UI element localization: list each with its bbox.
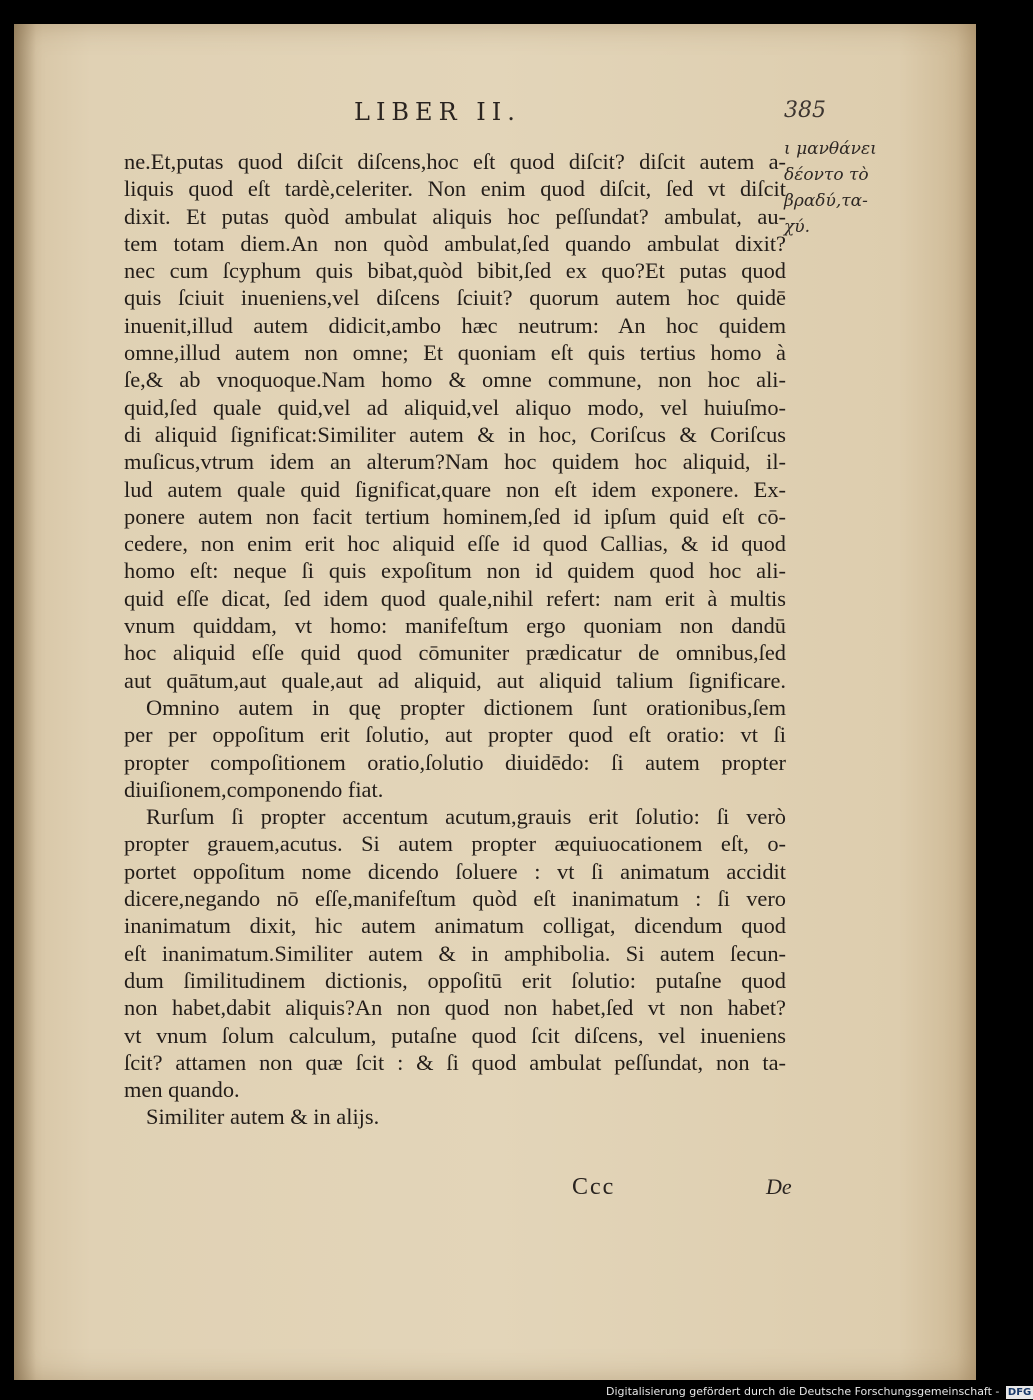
text-line: ne.Et,putas quod diſcit diſcens,hoc eſt quod diſcit? diſcit autem a-	[124, 149, 786, 174]
text-line: dixit. Et putas quòd ambulat aliquis hoc peſſundat? ambulat, au-	[124, 203, 786, 229]
text-line: propter grauem,acutus. Si autem propter æquiuocationem eſt, o-	[124, 831, 786, 857]
digitization-credit	[606, 1384, 1033, 1400]
text-line: eſt inanimatum.Similiter autem & in amphibolia. Si autem ſecun-	[124, 940, 786, 966]
text-line: quid,ſed quale quid,vel ad aliquid,vel aliquo modo, vel huiuſmo-	[124, 394, 786, 420]
text-line: portet oppoſitum nome dicendo ſoluere : vt ſi animatum accidit	[124, 858, 786, 884]
text-line: diuiſionem,componendo fiat.	[124, 776, 384, 802]
text-line: ponere autem non facit tertium hominem,ſed id ipſum quid eſt cō-	[124, 503, 786, 529]
text-line: lud autem quale quid ſignificat,quare non eſt idem exponere. Ex-	[124, 476, 786, 502]
text-line: homo eſt: neque ſi quis expoſitum non id quidem quod hoc ali-	[124, 558, 786, 584]
text-line: cedere, non enim erit hoc aliquid eſſe id quod Callias, & id quod	[124, 531, 786, 557]
book-page	[14, 24, 976, 1380]
marginal-note	[784, 136, 894, 240]
body-text	[124, 148, 786, 1131]
text-line: propter compoſitionem oratio,ſolutio diuidēdo: ſi autem propter	[124, 749, 786, 775]
text-line: inuenit,illud autem didicit,ambo hæc neutrum: An hoc quidem	[124, 312, 786, 338]
text-line: per per oppoſitum erit ſolutio, aut propter quod eſt oratio: vt ſi	[124, 722, 786, 748]
text-line: Similiter autem & in alijs.	[146, 1104, 380, 1130]
text-line: omne,illud autem non omne; Et quoniam eſt quis tertius homo à	[124, 340, 786, 366]
running-head: LIBER II.	[354, 98, 521, 126]
text-line: liquis quod eſt tardè,celeriter. Non enim quod diſcit, ſed vt diſcit	[124, 176, 786, 202]
text-line: muſicus,vtrum idem an alterum?Nam hoc quidem hoc aliquid, il-	[124, 449, 786, 475]
signature-mark: Ccc	[572, 1174, 616, 1200]
marginal-note-line: χύ.	[784, 217, 811, 237]
catchword: De	[766, 1174, 792, 1199]
text-line: vt vnum ſolum calculum, putaſne quod ſcit diſcens, vel inueniens	[124, 1022, 786, 1048]
text-line: non habet,dabit aliquis?An non quod non habet,ſed vt non habet?	[124, 995, 786, 1021]
marginal-note-line: βραδύ,τα-	[784, 191, 868, 211]
text-line: Omnino autem in quę propter dictionem ſunt orationibus,ſem	[146, 694, 786, 720]
marginal-note-line: δέοντο τὸ	[784, 165, 869, 185]
text-line: quis ſciuit inueniens,vel diſcens ſciuit? quorum autem hoc quidē	[124, 285, 786, 311]
text-line: hoc aliquid eſſe quid quod cōmuniter prædicatur de omnibus,ſed	[124, 640, 786, 666]
text-line: ſe,& ab vnoquoque.Nam homo & omne commune, non hoc ali-	[124, 367, 786, 393]
credit-text: Digitalisierung gefördert durch die Deutsche Forschungsgemeinschaft -	[606, 1385, 1000, 1398]
text-line: nec cum ſcyphum quis bibat,quòd bibit,ſed ex quo?Et putas quod	[124, 258, 786, 284]
text-line: inanimatum dixit, hic autem animatum colligat, dicendum quod	[124, 913, 786, 939]
text-line: aut quātum,aut quale,aut ad aliquid, aut aliquid talium ſignificare.	[124, 667, 786, 693]
text-line: dum ſimilitudinem dictionis, oppoſitū erit ſolutio: putaſne quod	[124, 967, 786, 993]
text-line: ſcit? attamen non quæ ſcit : & ſi quod ambulat peſſundat, non ta-	[124, 1049, 786, 1075]
text-line: di aliquid ſignificat:Similiter autem & in hoc, Coriſcus & Coriſcus	[124, 421, 786, 447]
marginal-note-line: ι μανθάνει	[784, 139, 877, 159]
text-line: dicere,negando nō eſſe,manifeſtum quòd eſt inanimatum : ſi vero	[124, 886, 786, 912]
text-line: Rurſum ſi propter accentum acutum,grauis erit ſolutio: ſi verò	[146, 804, 786, 830]
page-number: 385	[784, 98, 826, 123]
text-line: tem totam diem.An non quòd ambulat,ſed quando ambulat dixit?	[124, 230, 786, 256]
text-line: vnum quiddam, vt homo: manifeſtum ergo quoniam non dandū	[124, 613, 786, 639]
text-line: men quando.	[124, 1077, 240, 1103]
text-line: quid eſſe dicat, ſed idem quod quale,nihil refert: nam erit à multis	[124, 585, 786, 611]
dfg-logo: DFG	[1007, 1387, 1032, 1398]
